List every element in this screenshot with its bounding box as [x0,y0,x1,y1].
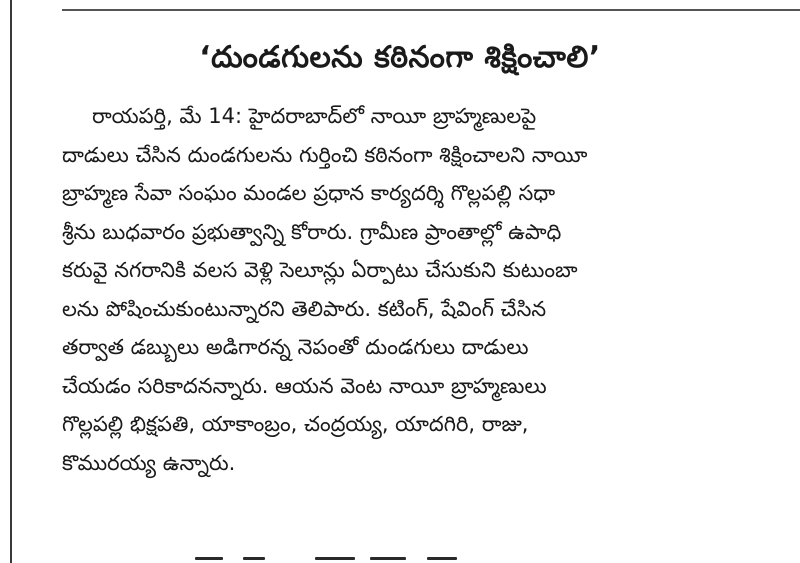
column-divider-top [62,9,800,11]
article-line: చేయడం సరికాదనన్నారు. ఆయన వెంట నాయీ బ్రాహ్మణులు [62,373,547,398]
article-line: తర్వాత డబ్బులు అడిగారన్న నెపంతో దుండగులు దాడులు [62,335,529,359]
cropped-next-headline [195,553,495,563]
article-line: లను పోషించుకుంటున్నారని తెలిపారు. కటింగ్, షేవింగ్ చేసిన [62,296,547,321]
article-line: శ్రీను బుధవారం ప్రభుత్వాన్ని కోరారు. గ్రామీణ ప్రాంతాల్లో ఉపాధి [62,219,562,244]
article-line: దాడులు చేసిన దుండగులను గుర్తించి కఠినంగా శిక్షించాలని నాయీ [62,142,588,167]
article-line: కొమురయ్య ఉన్నారు. [62,450,236,475]
article-line: గొల్లపల్లి భిక్షపతి, యాకాంబ్రం, చంద్రయ్య, యాదగిరి, రాజు, [62,412,529,436]
article-body [62,97,762,482]
article-headline: ‘దుండగులను కఠినంగా శిక్షించాలి’ [199,40,601,75]
article-line: కరువై నగరానికి వలస వెళ్లి సెలూన్లు ఏర్పాటు చేసుకుని కుటుంబా [62,258,578,282]
column-divider-left [10,0,12,563]
article-line: బ్రాహ్మణ సేవా సంఘం మండల ప్రధాన కార్యదర్శి గొల్లపల్లి సధా [62,181,556,205]
article-line: రాయపర్తి, మే 14: హైదరాబాద్‌లో నాయీ బ్రాహ్మణులపై [92,104,537,128]
